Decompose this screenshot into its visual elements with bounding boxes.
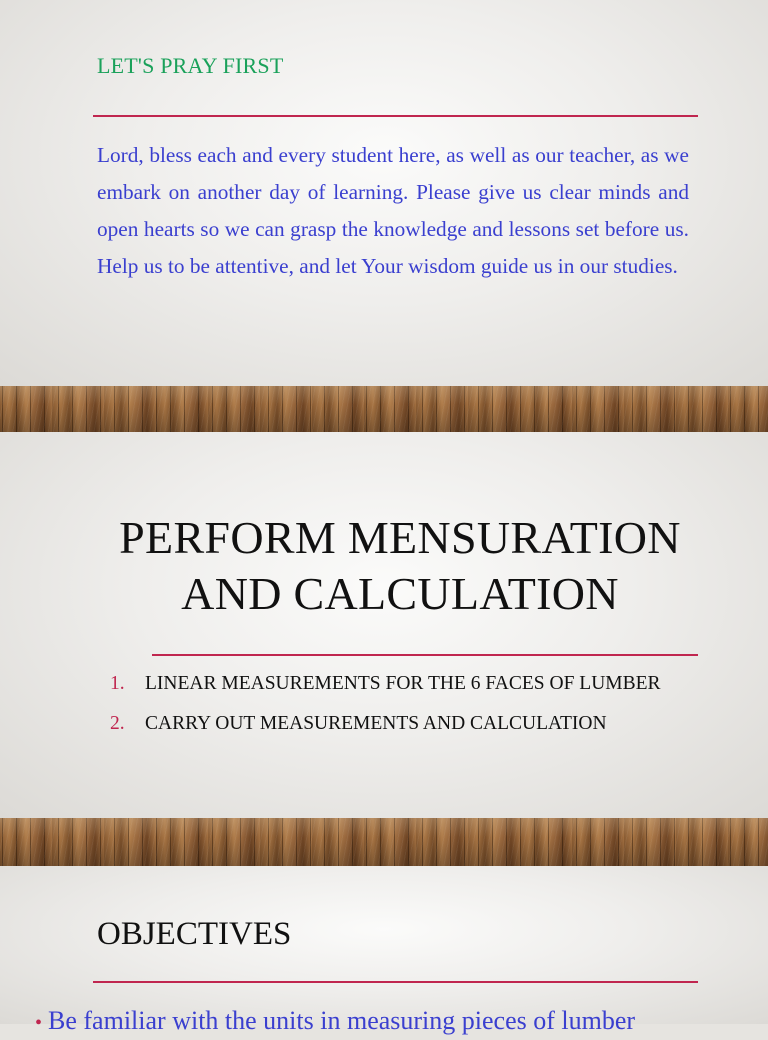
wood-floor-divider: [0, 818, 768, 866]
list-item-text: LINEAR MEASUREMENTS FOR THE 6 FACES OF LUMBER: [145, 673, 661, 694]
list-item-text: CARRY OUT MEASUREMENTS AND CALCULATION: [145, 713, 607, 734]
bullet-dot-icon: •: [35, 1012, 43, 1034]
list-number: 2.: [110, 713, 125, 734]
slide-title-pray: LET'S PRAY FIRST: [97, 53, 284, 78]
topic-list: [110, 668, 661, 748]
wood-floor-divider: [0, 386, 768, 432]
list-number: 1.: [110, 673, 125, 694]
title-divider: [93, 115, 698, 117]
list-item: [110, 668, 661, 708]
slide-title-mensuration: [0, 432, 768, 818]
slide-main-title: [0, 510, 768, 622]
list-item: [110, 708, 661, 748]
title-divider: [93, 981, 698, 983]
prayer-text: Lord, bless each and every student here, as well as our teacher, as we embark on another day of learning. Please give us clear minds and open hearts so we can grasp the knowledge and lessons set before us. Help us to be attentive, and let Your wisdom guide us in our studies.: [97, 143, 689, 278]
objective-bullet: [35, 1004, 635, 1040]
objective-text: Be familiar with the units in measuring pieces of lumber: [48, 1006, 636, 1035]
title-line-2: AND CALCULATION: [181, 568, 619, 619]
slide-title-objectives: OBJECTIVES: [97, 916, 292, 952]
title-line-1: PERFORM MENSURATION: [119, 512, 681, 563]
subtitle-divider: [152, 654, 698, 656]
